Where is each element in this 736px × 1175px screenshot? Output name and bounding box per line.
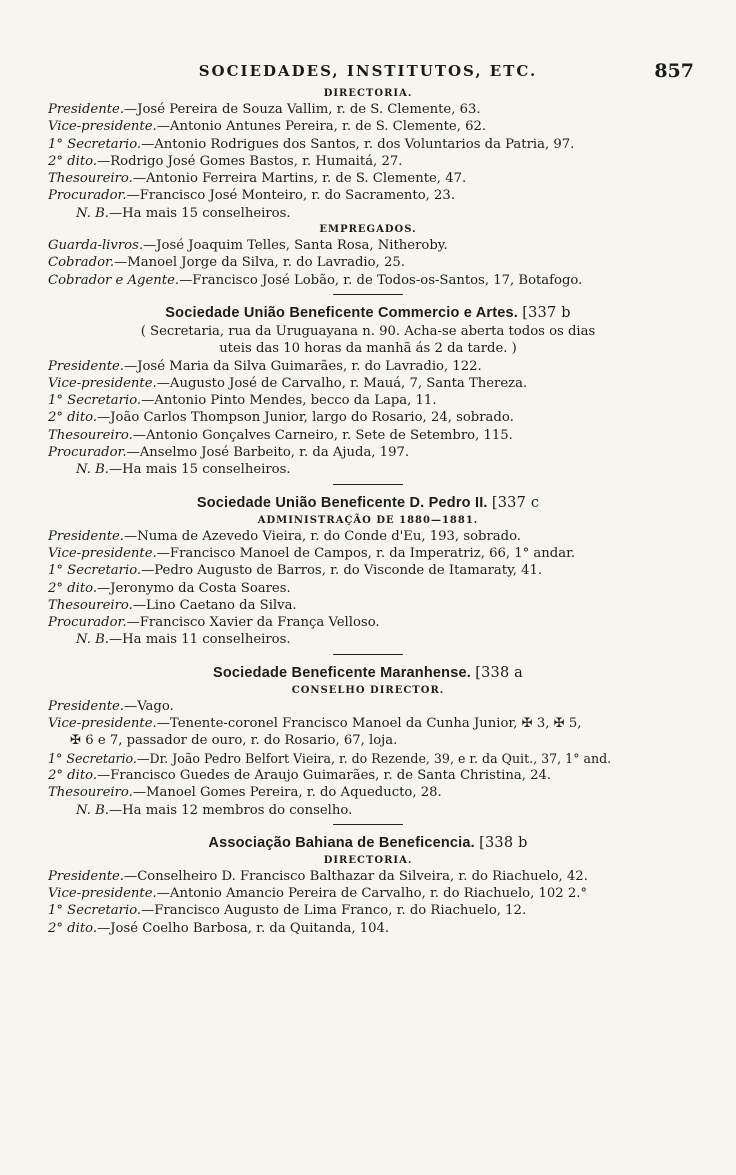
entry-line: [48, 101, 688, 118]
section-title: [48, 833, 688, 853]
notice-line: uteis das 10 horas da manhã ás 2 da tarde. ): [219, 341, 517, 357]
role: Vice-presidente.: [48, 886, 157, 902]
subheading-empregados: EMPREGADOS.: [319, 224, 417, 236]
entry-line: [48, 392, 688, 409]
entry-text: —Jeronymo da Costa Soares.: [97, 580, 291, 596]
entry-text: —Francisco José Lobão, r. de Todos-os-Santos, 17, Botafogo.: [179, 272, 583, 288]
role: 1° Secretario.: [48, 563, 142, 579]
role: 2° dito.: [48, 153, 98, 169]
role: Vice-presidente.: [48, 545, 157, 561]
role: 2° dito.: [48, 580, 98, 596]
section-5-entries: [48, 868, 688, 937]
entry-text: —João Carlos Thompson Junior, largo do Rosario, 24, sobrado.: [97, 410, 514, 426]
entry-text: —Augusto José de Carvalho, r. Mauá, 7, Santa Thereza.: [156, 375, 528, 391]
entry-text: —Numa de Azevedo Vieira, r. do Conde d'Eu, 193, sobrado.: [124, 528, 521, 544]
entry-line: [48, 868, 688, 885]
divider: [333, 294, 403, 295]
entry-text: —José Joaquim Telles, Santa Rosa, Nitheroby.: [143, 238, 448, 254]
entry-line: [48, 237, 688, 254]
section-1-entries: [48, 101, 688, 222]
section-ref: [338 a: [475, 664, 524, 681]
entry-line: [48, 170, 688, 187]
running-head: [48, 60, 694, 86]
section-name: Sociedade Beneficente Maranhense.: [212, 664, 471, 681]
role: Thesoureiro.: [48, 171, 133, 187]
notice-line: ( Secretaria, rua da Uruguayana n. 90. Acha-se aberta todos os dias: [140, 323, 596, 339]
entry-text: —Francisco José Monteiro, r. do Sacramento, 23.: [126, 188, 456, 204]
role: 1° Secretario.: [48, 903, 142, 919]
entry-line: [48, 444, 688, 461]
entry-line: [48, 254, 688, 271]
entry-text: —Francisco Xavier da França Velloso.: [126, 615, 380, 631]
entry-text: —Vago.: [124, 698, 174, 714]
entry-line: [48, 562, 688, 579]
entry-text: —Conselheiro D. Francisco Balthazar da Silveira, r. do Riachuelo, 42.: [124, 868, 588, 884]
entry-text: —Anselmo José Barbeito, r. da Ajuda, 197.: [126, 445, 410, 461]
entry-text: —Dr. João Pedro Belfort Vieira, r. do Rezende, 39, e r. da Quit., 37, 1° and.: [136, 750, 612, 766]
entry-text: —Pedro Augusto de Barros, r. do Visconde de Itamaraty, 41.: [141, 563, 543, 579]
entry-line: [48, 427, 688, 444]
section-4-entries: [48, 698, 688, 819]
entry-text: —Antonio Gonçalves Carneiro, r. Sete de Setembro, 115.: [132, 427, 513, 443]
role: Vice-presidente.: [48, 375, 157, 391]
section-name: Sociedade União Beneficente D. Pedro II.: [196, 494, 488, 511]
entry-text: —José Maria da Silva Guimarães, r. do Lavradio, 122.: [124, 358, 482, 374]
subheading-directoria: DIRECTORIA.: [323, 854, 413, 866]
role: Cobrador e Agente.: [48, 272, 180, 288]
running-title: SOCIEDADES, INSTITUTOS, ETC.: [198, 62, 538, 80]
entry-text: —Francisco Manoel de Campos, r. da Imperatriz, 66, 1° andar.: [156, 545, 576, 561]
entry-text: —Ha mais 11 conselheiros.: [108, 632, 291, 648]
entry-line: [48, 272, 688, 289]
subheading-conselho: CONSELHO DIRECTOR.: [291, 684, 445, 696]
entry-line: [48, 545, 688, 562]
entry-line: [48, 187, 688, 204]
divider: [333, 654, 403, 655]
entry-text: —Ha mais 15 conselheiros.: [108, 462, 291, 478]
entry-line: [48, 118, 688, 135]
page: [48, 60, 694, 937]
role: Vice-presidente.: [48, 716, 157, 732]
role: Presidente.: [48, 698, 125, 714]
role: Guarda-livros.: [48, 238, 144, 254]
entry-text: —José Coelho Barbosa, r. da Quitanda, 104.: [97, 920, 390, 936]
entry-line: [48, 631, 688, 648]
section-ref: [337 b: [522, 304, 571, 321]
entry-line: [48, 920, 688, 937]
entry-text: —Ha mais 15 conselheiros.: [108, 205, 291, 221]
section-2-entries: [48, 358, 688, 479]
entry-line: [48, 409, 688, 426]
role: 2° dito.: [48, 410, 98, 426]
entry-text: ✠ 6 e 7, passador de ouro, r. do Rosario, 67, loja.: [70, 733, 398, 749]
role: Thesoureiro.: [48, 597, 133, 613]
role: Procurador.: [48, 188, 127, 204]
subheading-administracao: ADMINISTRAÇÃO DE 1880—1881.: [257, 514, 479, 526]
subheading-directoria: DIRECTORIA.: [323, 88, 413, 99]
entry-text: —Antonio Antunes Pereira, r. de S. Clemente, 62.: [156, 119, 487, 135]
divider: [333, 484, 403, 485]
role: Presidente.: [48, 528, 125, 544]
entry-line: [48, 732, 688, 749]
role: Procurador.: [48, 615, 127, 631]
role: 1° Secretario.: [48, 393, 142, 409]
entry-text: —Lino Caetano da Silva.: [132, 597, 297, 613]
entry-text: —José Pereira de Souza Vallim, r. de S. Clemente, 63.: [124, 102, 481, 117]
entry-text: —Manoel Jorge da Silva, r. do Lavradio, 25.: [114, 255, 405, 271]
entry-line: [48, 715, 688, 732]
entry-text: —Francisco Augusto de Lima Franco, r. do Riachuelo, 12.: [141, 903, 527, 919]
entry-line: [48, 597, 688, 614]
entry-line: [48, 784, 688, 801]
entry-text: —Rodrigo José Gomes Bastos, r. Humaitá, 27.: [97, 153, 403, 169]
role: Presidente.: [48, 102, 125, 117]
section-1-staff: [48, 237, 688, 289]
section-title: [48, 663, 688, 683]
role: N. B.: [76, 802, 109, 818]
section-name: Associação Bahiana de Beneficencia.: [208, 834, 475, 851]
role: N. B.: [76, 632, 109, 648]
entry-line: [48, 580, 688, 597]
role: Thesoureiro.: [48, 427, 133, 443]
entry-text: —Tenente-coronel Francisco Manoel da Cunha Junior, ✠ 3, ✠ 5,: [156, 716, 582, 732]
role: Presidente.: [48, 868, 125, 884]
entry-line: [48, 358, 688, 375]
role: N. B.: [76, 462, 109, 478]
role: Cobrador.: [48, 255, 115, 271]
section-name: Sociedade União Beneficente Commercio e Artes.: [165, 304, 519, 321]
section-title: [48, 493, 688, 513]
section-ref: [338 b: [479, 834, 528, 851]
page-number: 857: [654, 60, 694, 82]
role: 1° Secretario.: [48, 750, 137, 766]
entry-line: [48, 614, 688, 631]
entry-line: [48, 750, 688, 767]
section-3-entries: [48, 528, 688, 649]
entry-text: —Ha mais 12 membros do conselho.: [108, 802, 353, 818]
role: Procurador.: [48, 445, 127, 461]
entry-text: —Antonio Ferreira Martins, r. de S. Clemente, 47.: [132, 171, 467, 187]
entry-text: —Antonio Amancio Pereira de Carvalho, r. do Riachuelo, 102 2.°: [156, 886, 588, 902]
entry-line: [48, 802, 688, 819]
entry-line: [48, 136, 688, 153]
entry-line: [48, 885, 688, 902]
section-title: [48, 303, 688, 323]
entry-text: —Antonio Rodrigues dos Santos, r. dos Voluntarios da Patria, 97.: [141, 136, 575, 152]
role: N. B.: [76, 205, 109, 221]
role: Presidente.: [48, 358, 125, 374]
section-ref: [337 c: [491, 494, 540, 511]
entry-text: —Manoel Gomes Pereira, r. do Aqueducto, 28.: [132, 785, 442, 801]
entry-line: [48, 205, 688, 222]
role: Vice-presidente.: [48, 119, 157, 135]
role: Thesoureiro.: [48, 785, 133, 801]
entry-line: [48, 528, 688, 545]
entry-text: —Antonio Pinto Mendes, becco da Lapa, 11.: [141, 393, 437, 409]
entry-line: [48, 767, 688, 784]
entry-text: —Francisco Guedes de Araujo Guimarães, r. de Santa Christina, 24.: [97, 767, 552, 783]
role: 1° Secretario.: [48, 136, 142, 152]
entry-line: [48, 461, 688, 478]
entry-line: [48, 375, 688, 392]
role: 2° dito.: [48, 767, 98, 783]
entry-line: [48, 902, 688, 919]
divider: [333, 824, 403, 825]
role: 2° dito.: [48, 920, 98, 936]
entry-line: [48, 153, 688, 170]
entry-line: [48, 698, 688, 715]
